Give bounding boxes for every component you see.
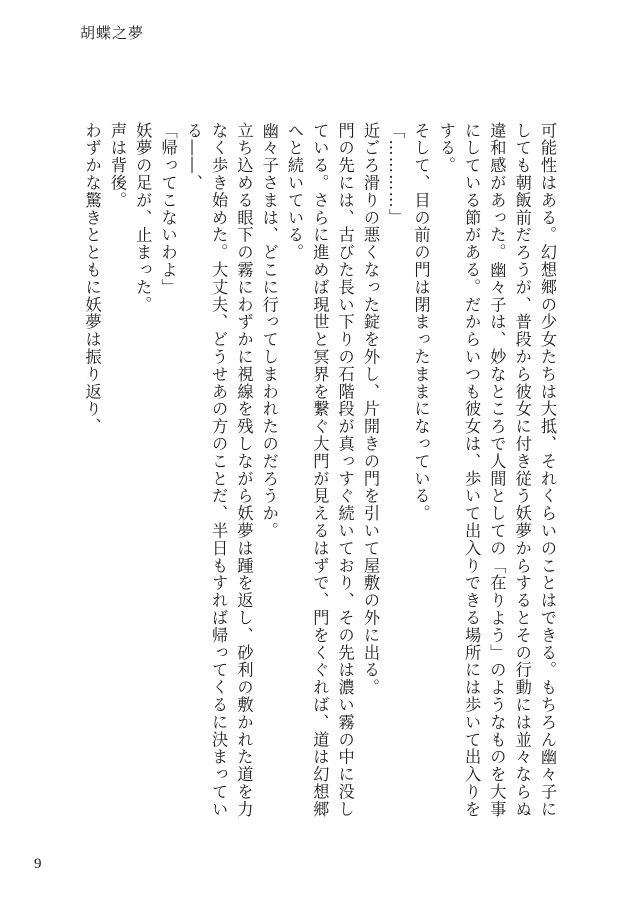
paragraph: わずかな驚きとともに妖夢は振り返り、 <box>82 122 102 436</box>
paragraph: 立ち込める眼下の霧にわずかに視線を残しながら妖夢は踵を返し、砂利の敷かれた道を力なく歩き始めた。大丈夫、どうせあの方のことだ、半日もすれば帰ってくるに決まっている――、 <box>183 122 254 818</box>
running-head: 胡蝶之夢 <box>80 24 145 42</box>
page-number: 9 <box>34 856 42 872</box>
paragraph: 門の先には、古びた長い下りの石階段が真っすぐ続いており、その先は濃い霧の中に没している。さらに進めば現世と冥界を繋ぐ大門が見えるはずで、門をくぐれば、道は幻想郷へと続いている。 <box>285 122 355 818</box>
paragraph: 可能性はある。幻想郷の少女たちは大抵、それくらいのことはできる。もちろん幽々子にしても朝飯前だろうが、普段から彼女に付き従う妖夢からするとその行動には並々ならぬ違和感があった。幽々子は、妙なところで人間としての「在りよう」のようなものを大事にしている節がある。だからいつも彼女は、歩いて出入りできる場所には歩いて出入りをする。 <box>436 122 557 818</box>
paragraph: 幽々子さまは、どこに行ってしまわれたのだろうか。 <box>259 122 279 540</box>
paragraph: 「帰ってこないわよ」 <box>158 122 178 296</box>
paragraph: そして、目の前の門は閉まったままになっている。 <box>411 122 431 523</box>
paragraph: 声は背後。 <box>107 122 127 209</box>
paragraph: 妖夢の足が、止まった。 <box>133 122 153 314</box>
paragraph: 近ごろ滑りの悪くなった錠を外し、片開きの門を引いて屋敷の外に出る。 <box>360 122 380 697</box>
body-text <box>78 122 560 822</box>
paragraph: 「…………」 <box>386 122 406 227</box>
